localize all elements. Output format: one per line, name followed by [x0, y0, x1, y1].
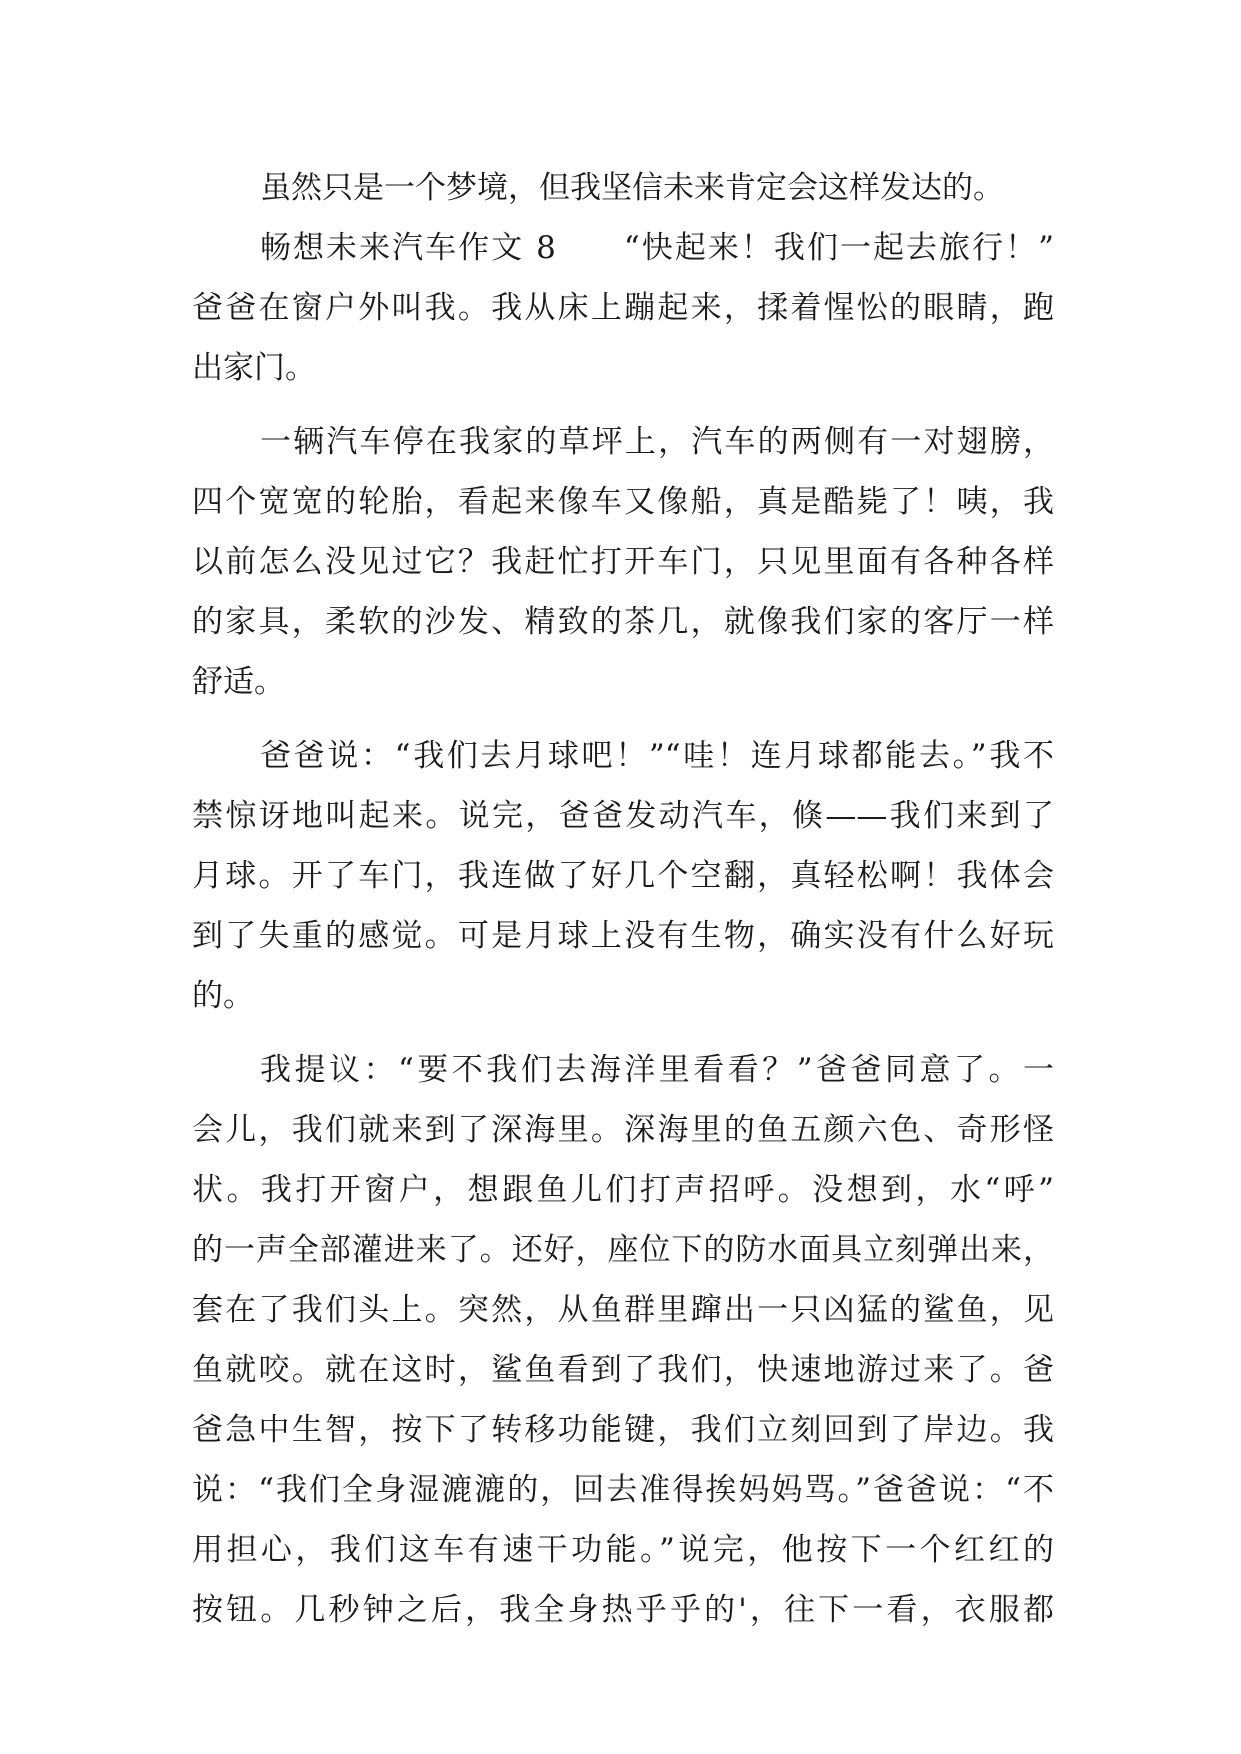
text-line: 的家具，柔软的沙发、精致的茶几，就像我们家的客厅一样: [192, 604, 1054, 640]
text-line: 说：“我们全身湿漉漉的，回去准得挨妈妈骂。”爸爸说：“不: [192, 1472, 1054, 1508]
text-line: 状。我打开窗户，想跟鱼儿们打声招呼。没想到，水“呼”: [192, 1172, 1054, 1208]
paragraph: [192, 726, 1054, 1026]
paragraph: [192, 158, 1054, 218]
paragraph: [192, 1040, 1054, 1640]
text-line: 的。: [192, 978, 254, 1014]
text-line: 用担心，我们这车有速干功能。”说完，他按下一个红红的: [192, 1532, 1054, 1568]
text-line: 按钮。几秒钟之后，我全身热乎乎的'，往下一看，衣服都: [192, 1592, 1054, 1628]
text-line: 出家门。: [192, 350, 316, 386]
document-body: [192, 158, 1054, 1640]
paragraph: [192, 218, 1054, 398]
text-line: 到了失重的感觉。可是月球上没有生物，确实没有什么好玩: [192, 918, 1054, 954]
text-line: 爸爸在窗户外叫我。我从床上蹦起来，揉着惺忪的眼睛，跑: [192, 290, 1054, 326]
text-line: 鱼就咬。就在这时，鲨鱼看到了我们，快速地游过来了。爸: [192, 1352, 1054, 1388]
text-line: 月球。开了车门，我连做了好几个空翻，真轻松啊！我体会: [192, 858, 1054, 894]
text-line: 虽然只是一个梦境，但我坚信未来肯定会这样发达的。: [260, 170, 1004, 206]
text-line: 以前怎么没见过它？我赶忙打开车门，只见里面有各种各样: [192, 544, 1054, 580]
text-line: 一辆汽车停在我家的草坪上，汽车的两侧有一对翅膀，: [260, 424, 1054, 460]
paragraph: [192, 412, 1054, 712]
text-line: 四个宽宽的轮胎，看起来像车又像船，真是酷毙了！咦，我: [192, 484, 1054, 520]
text-line: 畅想未来汽车作文 8 “快起来！我们一起去旅行！”: [260, 230, 1054, 266]
text-line: 会儿，我们就来到了深海里。深海里的鱼五颜六色、奇形怪: [192, 1112, 1054, 1148]
text-line: 爸急中生智，按下了转移功能键，我们立刻回到了岸边。我: [192, 1412, 1054, 1448]
text-line: 我提议：“要不我们去海洋里看看？”爸爸同意了。一: [260, 1052, 1054, 1088]
text-line: 舒适。: [192, 664, 285, 700]
text-line: 套在了我们头上。突然，从鱼群里蹿出一只凶猛的鲨鱼，见: [192, 1292, 1054, 1328]
text-line: 禁惊讶地叫起来。说完，爸爸发动汽车，倏——我们来到了: [192, 798, 1054, 834]
text-line: 的一声全部灌进来了。还好，座位下的防水面具立刻弹出来，: [192, 1232, 1054, 1268]
text-line: 爸爸说：“我们去月球吧！”“哇！连月球都能去。”我不: [260, 738, 1054, 774]
